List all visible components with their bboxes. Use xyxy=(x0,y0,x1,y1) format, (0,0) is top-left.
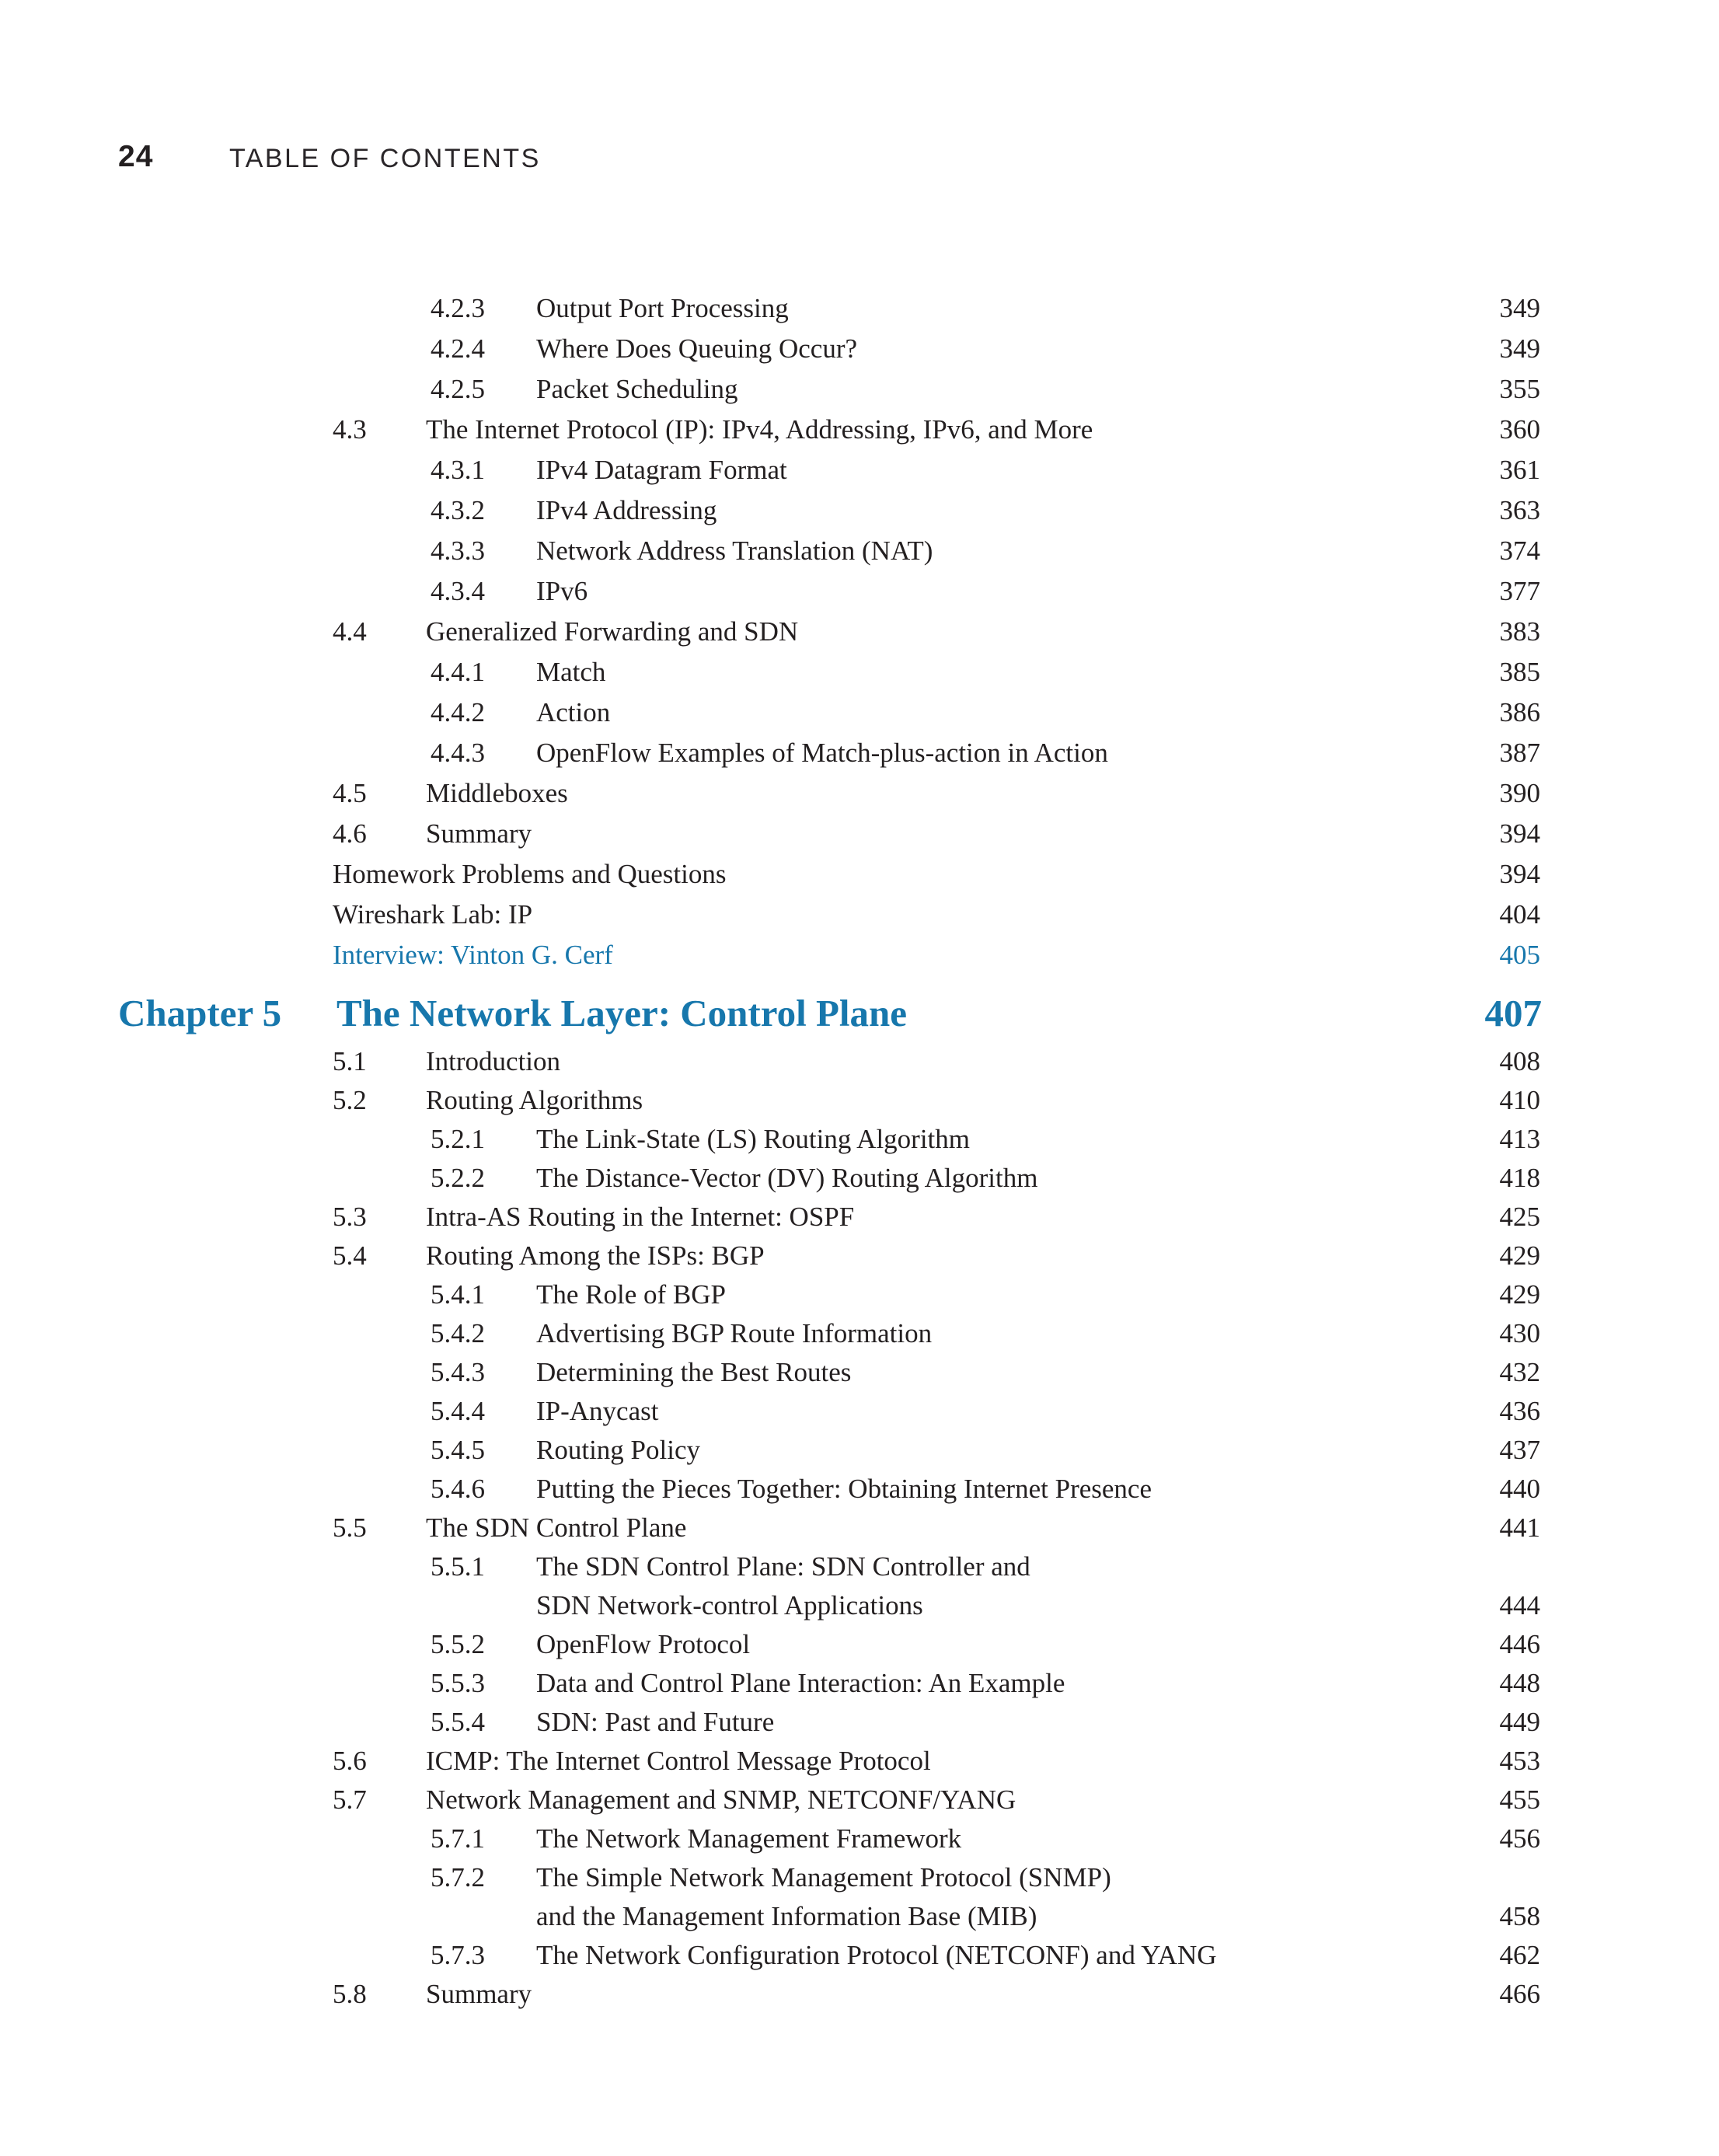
toc-entry-number: 4.3.4 xyxy=(431,576,485,606)
toc-entry-page: 446 xyxy=(1499,1629,1540,1659)
toc-entry xyxy=(0,1858,1719,1897)
toc-entry-title: Summary xyxy=(426,1979,532,2009)
toc-entry xyxy=(0,1703,1719,1742)
toc-entry xyxy=(0,1781,1719,1819)
toc-entry-title: The Role of BGP xyxy=(536,1279,727,1310)
toc-entry-number: 5.4.1 xyxy=(431,1279,485,1310)
toc-entry-number: 5.2.1 xyxy=(431,1124,485,1154)
toc-entry-number: 5.6 xyxy=(333,1746,367,1776)
toc-entry-page: 429 xyxy=(1499,1240,1540,1271)
toc-entry-number: 5.2.2 xyxy=(431,1163,485,1193)
chapter-label: Chapter 5 xyxy=(118,992,282,1034)
toc-entry-continuation xyxy=(0,1897,1719,1936)
toc-entry xyxy=(0,288,1719,329)
toc-entry-page: 361 xyxy=(1499,455,1540,485)
toc-entry-page: 394 xyxy=(1499,818,1540,849)
toc-entry-number: 4.6 xyxy=(333,818,367,849)
toc-entry-continuation xyxy=(0,1586,1719,1625)
toc-entry-number: 4.4.2 xyxy=(431,697,485,727)
toc-entry-title: Network Management and SNMP, NETCONF/YANG xyxy=(426,1784,1016,1815)
toc-entry-title: Where Does Queuing Occur? xyxy=(536,333,858,364)
toc-entry-page: 374 xyxy=(1499,536,1540,566)
toc-entry-title: The SDN Control Plane xyxy=(426,1512,687,1543)
toc-entry xyxy=(0,329,1719,369)
toc-entry-title: IP-Anycast xyxy=(536,1396,659,1426)
toc-entry-number: 5.5.3 xyxy=(431,1668,485,1698)
toc-entry-number: 5.4.3 xyxy=(431,1357,485,1387)
toc-entry xyxy=(0,1042,1719,1081)
toc-entry xyxy=(0,531,1719,571)
chapter-heading xyxy=(0,991,1719,1036)
toc-entry-title: Generalized Forwarding and SDN xyxy=(426,616,799,647)
toc-entry-page: 448 xyxy=(1499,1668,1540,1698)
toc-entry-title: OpenFlow Examples of Match-plus-action in Action xyxy=(536,738,1108,768)
toc-entry-number: 5.7.1 xyxy=(431,1823,485,1854)
toc-entry xyxy=(0,612,1719,652)
toc-entry-page: 455 xyxy=(1499,1784,1540,1815)
toc-entry xyxy=(0,1392,1719,1431)
toc-entry xyxy=(0,1275,1719,1314)
toc-entry-number: 5.4.4 xyxy=(431,1396,485,1426)
toc-entry xyxy=(0,410,1719,450)
toc-entry-number: 4.4.1 xyxy=(431,657,485,687)
toc-entry xyxy=(0,1198,1719,1237)
toc-entry-page: 430 xyxy=(1499,1318,1540,1348)
toc-entry-title: Action xyxy=(536,697,611,727)
toc-entry xyxy=(0,1159,1719,1198)
toc-entry-page: 363 xyxy=(1499,495,1540,525)
toc-entry-title: IPv6 xyxy=(536,576,588,606)
toc-entry xyxy=(0,693,1719,733)
toc-entry-title: Putting the Pieces Together: Obtaining Internet Presence xyxy=(536,1474,1152,1504)
toc-entry xyxy=(0,1431,1719,1470)
toc-entry-page: 458 xyxy=(1499,1901,1540,1931)
toc-entry-page: 444 xyxy=(1499,1590,1540,1620)
toc-entry xyxy=(0,1470,1719,1509)
toc-entry xyxy=(0,490,1719,531)
table-of-contents xyxy=(0,288,1719,2014)
toc-entry xyxy=(0,571,1719,612)
toc-entry xyxy=(0,1936,1719,1975)
toc-entry xyxy=(0,1625,1719,1664)
toc-entry-title: IPv4 Addressing xyxy=(536,495,717,525)
toc-entry-title: and the Management Information Base (MIB) xyxy=(536,1901,1037,1931)
toc-entry-page: 425 xyxy=(1499,1202,1540,1232)
toc-entry-page: 405 xyxy=(1499,940,1540,970)
toc-entry-page: 432 xyxy=(1499,1357,1540,1387)
toc-entry-title: Homework Problems and Questions xyxy=(333,859,727,889)
toc-entry-page: 404 xyxy=(1499,899,1540,930)
toc-entry-title: OpenFlow Protocol xyxy=(536,1629,751,1659)
toc-entry-page: 410 xyxy=(1499,1085,1540,1115)
toc-entry-number: 4.5 xyxy=(333,778,367,808)
toc-entry-number: 5.4.6 xyxy=(431,1474,485,1504)
toc-entry-number: 5.4.2 xyxy=(431,1318,485,1348)
toc-entry-title: Packet Scheduling xyxy=(536,374,738,404)
toc-entry-number: 5.7 xyxy=(333,1784,367,1815)
toc-entry-page: 349 xyxy=(1499,333,1540,364)
toc-entry-page: 394 xyxy=(1499,859,1540,889)
toc-entry-number: 5.3 xyxy=(333,1202,367,1232)
toc-entry-title: The SDN Control Plane: SDN Controller and xyxy=(536,1551,1030,1582)
toc-entry-number: 5.5.4 xyxy=(431,1707,485,1737)
toc-entry xyxy=(0,733,1719,773)
toc-entry xyxy=(0,450,1719,490)
toc-entry-title: Wireshark Lab: IP xyxy=(333,899,533,930)
toc-entry-number: 4.3 xyxy=(333,414,367,445)
toc-entry-number: 4.3.1 xyxy=(431,455,485,485)
toc-entry xyxy=(0,652,1719,693)
toc-entry-title: Middleboxes xyxy=(426,778,568,808)
toc-entry-number: 5.4.5 xyxy=(431,1435,485,1465)
toc-entry-title: The Network Management Framework xyxy=(536,1823,962,1854)
toc-entry xyxy=(0,1509,1719,1547)
toc-entry xyxy=(0,369,1719,410)
toc-entry xyxy=(0,773,1719,814)
toc-entry-title: Interview: Vinton G. Cerf xyxy=(333,940,613,970)
toc-entry xyxy=(0,1664,1719,1703)
toc-entry-number: 4.3.2 xyxy=(431,495,485,525)
toc-entry-page: 377 xyxy=(1499,576,1540,606)
toc-entry-page: 449 xyxy=(1499,1707,1540,1737)
toc-entry-number: 5.5.2 xyxy=(431,1629,485,1659)
toc-entry-title: Summary xyxy=(426,818,532,849)
toc-entry-title: The Link-State (LS) Routing Algorithm xyxy=(536,1124,971,1154)
toc-entry-number: 4.4.3 xyxy=(431,738,485,768)
chapter-page-number: 407 xyxy=(1484,992,1542,1034)
toc-entry-title: Output Port Processing xyxy=(536,293,789,323)
toc-entry-title: The Simple Network Management Protocol (SNMP) xyxy=(536,1862,1111,1893)
toc-entry-page: 383 xyxy=(1499,616,1540,647)
toc-entry-number: 4.4 xyxy=(333,616,367,647)
toc-entry-title: SDN: Past and Future xyxy=(536,1707,775,1737)
toc-entry-page: 355 xyxy=(1499,374,1540,404)
toc-entry-title: IPv4 Datagram Format xyxy=(536,455,787,485)
toc-entry-number: 4.2.4 xyxy=(431,333,485,364)
toc-entry xyxy=(0,814,1719,854)
toc-entry-page: 360 xyxy=(1499,414,1540,445)
toc-entry-title: Intra-AS Routing in the Internet: OSPF xyxy=(426,1202,855,1232)
toc-entry xyxy=(0,1975,1719,2014)
toc-entry-title: The Internet Protocol (IP): IPv4, Addressing, IPv6, and More xyxy=(426,414,1093,445)
running-header xyxy=(0,140,1719,183)
toc-entry-title: Data and Control Plane Interaction: An Example xyxy=(536,1668,1065,1698)
toc-entry-number: 4.2.3 xyxy=(431,293,485,323)
toc-entry-title: Routing Among the ISPs: BGP xyxy=(426,1240,765,1271)
toc-entry xyxy=(0,1120,1719,1159)
toc-entry-title: Routing Algorithms xyxy=(426,1085,643,1115)
toc-entry-number: 5.7.3 xyxy=(431,1940,485,1970)
toc-entry-page: 390 xyxy=(1499,778,1540,808)
toc-entry-page: 440 xyxy=(1499,1474,1540,1504)
toc-entry-page: 386 xyxy=(1499,697,1540,727)
toc-entry-title: Network Address Translation (NAT) xyxy=(536,536,933,566)
toc-entry-page: 437 xyxy=(1499,1435,1540,1465)
toc-entry-page: 413 xyxy=(1499,1124,1540,1154)
toc-entry-page: 462 xyxy=(1499,1940,1540,1970)
toc-entry-number: 5.5 xyxy=(333,1512,367,1543)
toc-entry-number: 4.3.3 xyxy=(431,536,485,566)
running-head-title: TABLE OF CONTENTS xyxy=(229,144,541,173)
toc-entry-title: Introduction xyxy=(426,1046,561,1076)
toc-entry-title: The Distance-Vector (DV) Routing Algorithm xyxy=(536,1163,1038,1193)
toc-entry-page: 418 xyxy=(1499,1163,1540,1193)
toc-entry-page: 436 xyxy=(1499,1396,1540,1426)
toc-entry-page: 429 xyxy=(1499,1279,1540,1310)
toc-entry xyxy=(0,935,1719,975)
toc-entry xyxy=(0,1819,1719,1858)
toc-entry-page: 408 xyxy=(1499,1046,1540,1076)
toc-entry xyxy=(0,1314,1719,1353)
toc-entry-number: 5.5.1 xyxy=(431,1551,485,1582)
toc-entry-number: 5.1 xyxy=(333,1046,367,1076)
toc-entry xyxy=(0,1237,1719,1275)
toc-entry-title: ICMP: The Internet Control Message Protocol xyxy=(426,1746,931,1776)
toc-entry-page: 466 xyxy=(1499,1979,1540,2009)
toc-entry xyxy=(0,1547,1719,1586)
toc-entry-page: 453 xyxy=(1499,1746,1540,1776)
toc-entry xyxy=(0,1081,1719,1120)
toc-entry xyxy=(0,1742,1719,1781)
toc-entry-number: 5.2 xyxy=(333,1085,367,1115)
toc-entry-page: 349 xyxy=(1499,293,1540,323)
toc-entry-title: Determining the Best Routes xyxy=(536,1357,852,1387)
toc-entry-title: SDN Network-control Applications xyxy=(536,1590,923,1620)
toc-entry-page: 441 xyxy=(1499,1512,1540,1543)
chapter-title: The Network Layer: Control Plane xyxy=(336,992,907,1034)
toc-entry-title: The Network Configuration Protocol (NETCONF) and YANG xyxy=(536,1940,1217,1970)
toc-entry-title: Routing Policy xyxy=(536,1435,700,1465)
folio-page-number: 24 xyxy=(118,140,154,173)
chapter4-entries xyxy=(0,288,1719,975)
toc-entry-page: 385 xyxy=(1499,657,1540,687)
toc-entry-number: 5.7.2 xyxy=(431,1862,485,1893)
chapter5-entries xyxy=(0,1042,1719,2014)
toc-entry xyxy=(0,1353,1719,1392)
toc-entry-number: 4.2.5 xyxy=(431,374,485,404)
toc-entry-page: 456 xyxy=(1499,1823,1540,1854)
toc-entry xyxy=(0,895,1719,935)
toc-entry-number: 5.8 xyxy=(333,1979,367,2009)
toc-entry-title: Advertising BGP Route Information xyxy=(536,1318,933,1348)
toc-entry-page: 387 xyxy=(1499,738,1540,768)
toc-entry-title: Match xyxy=(536,657,606,687)
toc-entry-number: 5.4 xyxy=(333,1240,367,1271)
toc-entry xyxy=(0,854,1719,895)
